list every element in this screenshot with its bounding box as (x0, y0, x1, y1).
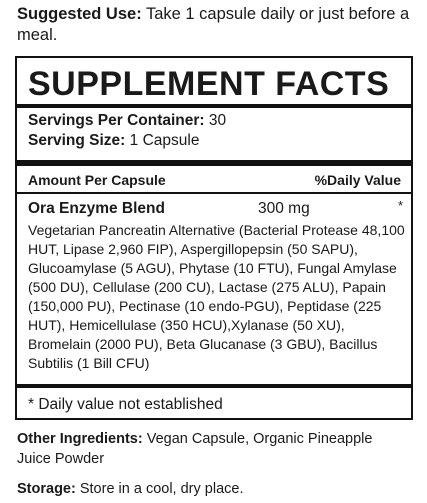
daily-value-header: %Daily Value (314, 172, 401, 188)
storage (17, 480, 243, 499)
servings-per-container-label: Servings Per Container: (28, 112, 205, 129)
blend-amount: 300 mg (258, 200, 310, 217)
other-ingredients-label: Other Ingredients: (17, 431, 143, 447)
serving-size (28, 131, 199, 150)
amount-per-capsule-header: Amount Per Capsule (28, 172, 166, 188)
suggested-use-label: Suggested Use: (17, 5, 142, 23)
storage-label: Storage: (17, 481, 76, 497)
blend-daily-value-mark: * (398, 198, 404, 213)
serving-size-value: 1 Capsule (125, 132, 200, 149)
thick-divider (17, 104, 411, 108)
other-ingredients-text: Vegan Capsule, Organic Pineapple Juice Powder (17, 431, 373, 467)
thick-divider (17, 384, 411, 388)
blend-name: Ora Enzyme Blend (28, 200, 165, 217)
suggested-use-text: Take 1 capsule daily or just before a meal. (17, 5, 410, 44)
other-ingredients (17, 430, 377, 469)
thick-divider (17, 160, 411, 166)
panel-footnote: * Daily value not established (28, 396, 223, 413)
servings-per-container (28, 111, 226, 130)
storage-text: Store in a cool, dry place. (75, 481, 244, 497)
thin-divider (17, 192, 411, 194)
serving-size-label: Serving Size: (28, 132, 126, 149)
blend-ingredients: Vegetarian Pancreatin Alternative (Bacterial Protease 48,100 HUT, Lipase 2,960 FIP), Aspergillopepsin (50 SAPU), Glucoamylase (5 AGU), Phytase (10 FTU), Fungal Amylase (500 DU), Cellulase (200 CU), Lactase (275 ALU), Papain (150,000 PU), Pectinase (10 endo-PGU), Peptidase (225 HUT), Hemicellulase (350 HCU),Xylanase (50 XU), Bromelain (2000 PU), Beta Glucanase (3 GBU), Bacillus Subtilis (1 Bill CFU) (28, 222, 405, 371)
panel-title: SUPPLEMENT FACTS (28, 65, 390, 103)
suggested-use (17, 4, 417, 46)
supplement-facts-panel (15, 56, 413, 420)
servings-per-container-value: 30 (204, 112, 227, 129)
